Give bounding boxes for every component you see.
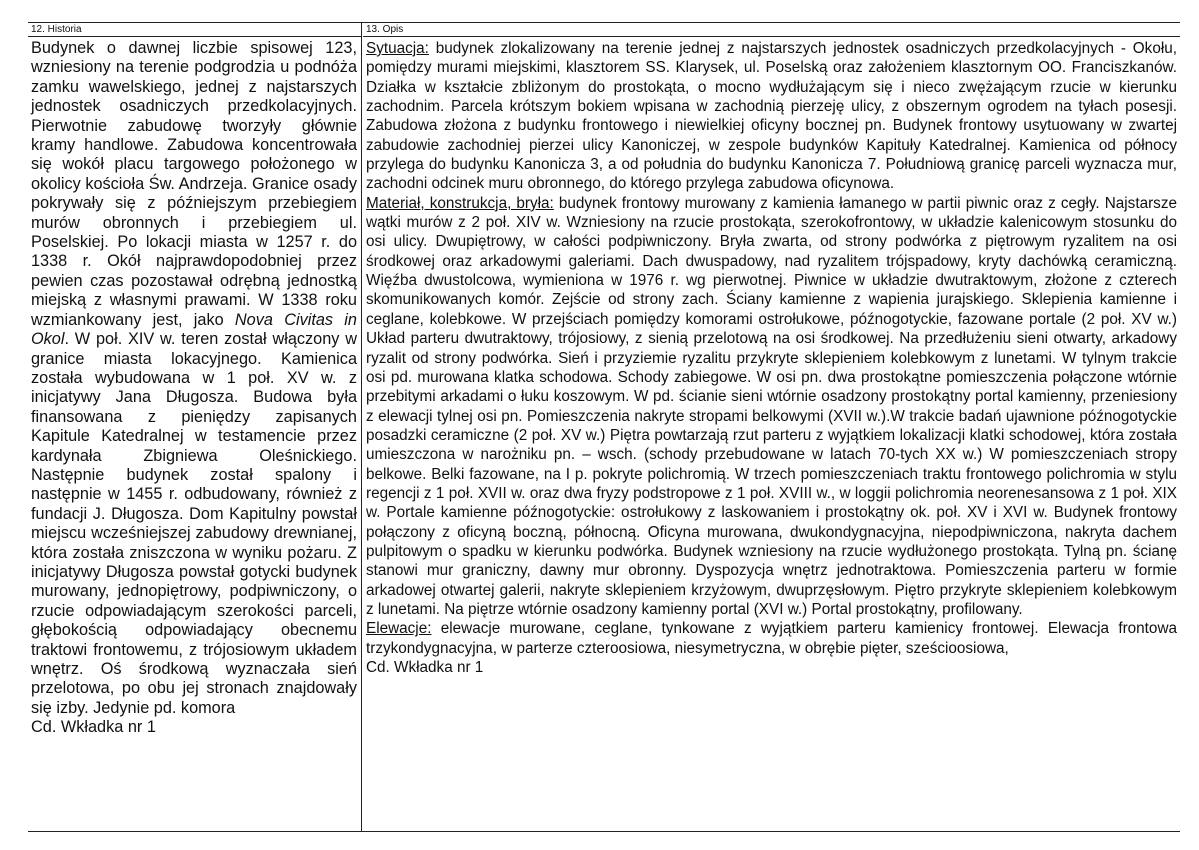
history-text-part1: Budynek o dawnej liczbie spisowej 123, wzniesiony na terenie podgrodzia u podnóża zamku wawelskiego, jednej z najstarszych jednostek osadniczych przedkolacyjnych. Pierwotnie zabudowę tworzyły głównie kramy handlowe. Zabudowa koncentrowała się wokół placu targowego położonego w okolicy kościoła Św. Andrzeja. Granice osady pokrywały się z późniejszym przebiegiem murów obronnych i przebiegiem ul. Poselskiej. Po lokacji miasta w 1257 r. do 1338 r. Okół najprawdopodobniej przez pewien czas pozostawał odrębną jednostką miejską z własnymi prawami. W 1338 roku wzmiankowany jest, jako [31,39,357,329]
description-body [363,37,1180,677]
description-header: 13. Opis [363,23,1180,37]
section-text: elewacje murowane, ceglane, tynkowane z wyjątkiem parteru kamienicy frontowej. Elewacja frontowa trzykondygnacyjna, w parterze czteroosiowa, niesymetryczna, w obrębie pięter, sześcioosiowa, [366,620,1177,657]
history-header: 12. Historia [28,23,361,37]
history-body [28,37,361,738]
section-material [366,194,1177,620]
history-latin-name: Nova Civitas in Okol [31,310,357,349]
section-text: budynek frontowy murowany z kamienia łamanego w partii piwnic oraz z cegły. Najstarsze wątki murów z 2 poł. XIV w. Wzniesiony na rzucie prostokąta, szerokofrontowy, w układzie kalenicowym stosunku do osi ulicy. Dwupiętrowy, w całości podpiwniczony. Bryła zwarta, od strony podwórka z piętrowym ryzalitem na osi środkowej oraz arkadowymi galeriami. Dach dwuspadowy, nad ryzalitem trójspadowy, kryty dachówką ceramiczną. Więźba dwustolcowa, wymieniona w 1976 r. wg pierwotnej. Piwnice w układzie dwutraktowym, złożone z czterech skomunikowanych komór. Zejście od strony zach. Ściany kamienne z wapienia jurajskiego. Sklepienia kamienne i ceglane, kolebkowe. W przejściach pomiędzy komorami ostrołukowe, późnogotyckie, fazowane portale (2 poł. XV w.) Układ parteru dwutraktowy, trójosiowy, z sienią przelotową na osi środkowej. Na przedłużeniu sieni otwarty, arkadowy ryzalit od strony podwórka. Sień i przyziemie ryzalitu przykryte sklepieniem kolebkowym z lunetami. W tylnym trakcie osi pd. murowana klatka schodowa. Schody zabiegowe. W osi pn. dwa prostokątne pomieszczenia połączone wtórnie przebitymi arkadami o łuku koszowym. W pd. ścianie sieni wtórnie osadzony prostokątny portal kamienny, przeniesiony z elewacji tylnej osi pn. Pomieszczenia nakryte stropami belkowymi (XVII w.).W trakcie badań ujawnione późnogotyckie posadzki ceramiczne (2 poł. XV w.) Piętra powtarzają rzut parteru z wyjątkiem lokalizacji klatki schodowej, która została umieszczona w narożniku pn. – wsch. (schody przebudowane w latach 70-tych XX w.) W pomieszczeniach stropy belkowe. Belki fazowane, na I p. pokryte polichromią. W trzech pomieszczeniach traktu frontowego polichromia w stylu regencji z 1 poł. XVII w. oraz dwa fryzy podstropowe z 1 poł. XVIII w., w loggii polichromia neorenesansowa z 1 poł. XIX w. Portale kamienne późnogotyckie: ostrołukowy z laskowaniem i prostokątny ok. poł. XV i XVI w. Budynek frontowy połączony z oficyną boczną, północną. Oficyna murowana, dwukondygnacyjna, niepodpiwniczona, nakryta dachem pulpitowym o spadku w kierunku podwórka. Budynek wzniesiony na rzucie wydłużonego prostokąta. Tylną pn. ścianę stanowi mur graniczny, dawny mur obronny. Dyspozycja wnętrz jednotraktowa. Pomieszczenia parteru w formie arkadowej otwartej galerii, nakryte sklepieniem krzyżowym, dwuprzęsłowym. Piętro przykryte sklepieniem kolebkowym z lunetami. Na piętrze wtórnie osadzony kamienny portal (XVI w.) Portal prostokątny, profilowany. [366,194,1177,618]
section-elevations [366,619,1177,658]
history-column [28,23,362,831]
history-continuation: Cd. Wkładka nr 1 [31,718,156,737]
description-column [363,23,1180,831]
section-situation [366,39,1177,194]
section-label: Sytuacja: [366,40,429,57]
section-text: budynek zlokalizowany na terenie jednej z najstarszych jednostek osadniczych przedkolacyjnych - Okołu, pomiędzy murami miejskimi, klasztorem SS. Klarysek, ul. Poselską oraz założeniem klasztornym OO. Franciszkanów. Działka w kształcie zbliżonym do prostokąta, o mocno wydłużającym się i nieco zwężającym rzucie w kierunku zachodnim. Parcela krótszym bokiem wpisana w zachodnią pierzeję ulicy, z obszernym ogrodem na tyłach posesji. Zabudowa złożona z budynku frontowego i niewielkiej oficyny bocznej pn. Budynek frontowy usytuowany w zwartej zabudowie zachodniej pierzei ulicy Kanoniczej, w zespole budynków Kapituły Katedralnej. Kamienica od północy przylega do budynku Kanonicza 3, a od południa do budynku Kanonicza 7. Południową granicę parceli wyznacza mur, zachodni odcinek muru obronnego, do którego przylega zabudowa oficynowa. [366,40,1177,193]
history-text-part2: . W poł. XIV w. teren został włączony w granice miasta lokacyjnego. Kamienica została wybudowana w 1 poł. XV w. z inicjatywy Jana Długosza. Budowa była finansowana z pieniędzy zapisanych Kapitule Katedralnej w testamencie przez kardynała Zbigniewa Oleśnickiego. Następnie budynek został spalony i następnie w 1455 r. odbudowany, również z fundacji J. Długosza. Dom Kapitulny powstał miejscu wcześniejszej zabudowy drewnianej, która została zniszczona w wyniku pożaru. Z inicjatywy Długosza powstał gotycki budynek murowany, jednopiętrowy, podpiwniczony, o rzucie odpowiadającym szerokości parceli, głębokością odpowiadający obecnemu traktowi frontowemu, z trójosiowym układem wnętrz. Oś środkową wyznaczała sień przelotowa, po obu jej stronach znajdowały się izby. Jedynie pd. komora [31,330,357,717]
section-label: Materiał, konstrukcja, bryła: [366,194,554,212]
record-card [28,22,1180,832]
history-text [31,39,357,718]
description-continuation: Cd. Wkładka nr 1 [366,659,484,676]
section-label: Elewacje: [366,620,432,638]
